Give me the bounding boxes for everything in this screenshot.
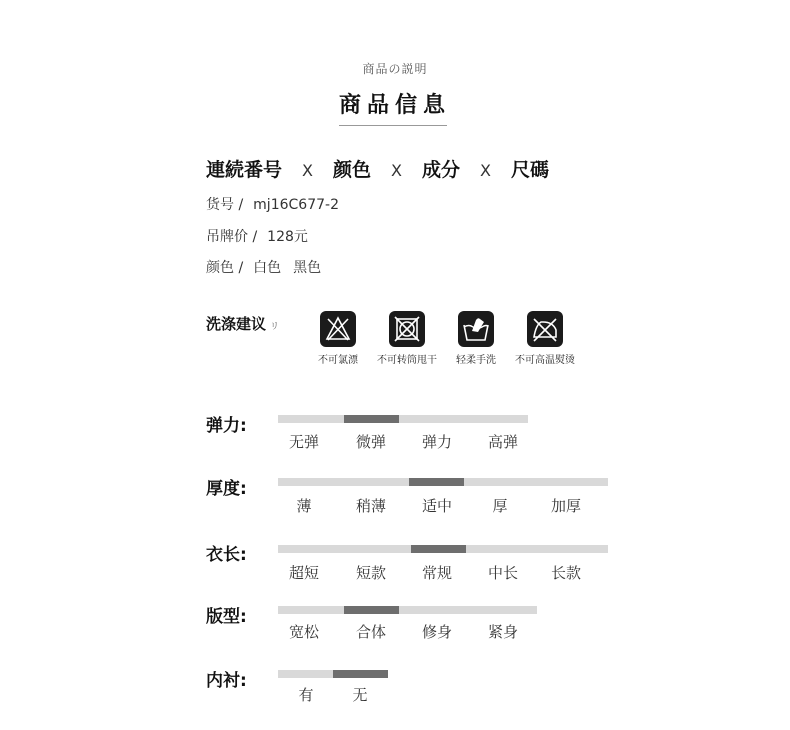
care-item-gentle-hand-wash — [436, 311, 516, 366]
scale-option: 厚 — [492, 497, 508, 515]
scale-track-fit — [278, 606, 537, 614]
separator-x: X — [391, 161, 402, 180]
scale-selected-indicator — [409, 478, 464, 486]
separator-x: X — [302, 161, 313, 180]
scale-option: 适中 — [421, 497, 452, 515]
no-bleach-icon — [320, 311, 356, 347]
attr-serial-number: 連続番号 — [206, 159, 283, 181]
scale-selected-indicator — [411, 545, 466, 553]
scale-label-length: 衣长: — [206, 545, 247, 565]
washing-title — [206, 313, 279, 334]
color-value-black: 黑色 — [293, 260, 322, 276]
scale-option: 宽松 — [288, 623, 319, 641]
scale-option: 薄 — [296, 497, 312, 515]
scale-label-thickness: 厚度: — [206, 479, 247, 499]
scale-selected-indicator — [344, 606, 399, 614]
washing-title-text: 洗涤建议 — [206, 315, 267, 333]
scale-label-elasticity: 弹力: — [206, 416, 247, 436]
item-number-label: 货号 / — [206, 197, 244, 213]
scale-track-thickness — [278, 478, 608, 486]
scale-option: 紧身 — [487, 623, 518, 641]
page-title: 商品信息 — [338, 93, 451, 118]
scale-label-lining: 内衬: — [206, 671, 247, 691]
scale-track-length — [278, 545, 608, 553]
attributes-header — [206, 155, 549, 182]
price-label: 吊牌价 / — [206, 229, 258, 245]
scale-option: 无弹 — [288, 433, 319, 451]
scale-option: 微弹 — [355, 433, 386, 451]
color-row — [206, 257, 321, 277]
separator-x: X — [479, 161, 491, 180]
care-label: 不可氯漂 — [318, 355, 358, 366]
scale-option: 有 — [298, 686, 314, 704]
attr-size: 尺碼 — [510, 159, 549, 181]
item-number-row — [206, 194, 339, 214]
title-divider — [339, 125, 447, 126]
scale-option: 中长 — [487, 564, 518, 582]
care-label: 不可转筒甩干 — [377, 355, 437, 366]
color-value-white: 白色 — [253, 260, 282, 276]
attr-composition: 成分 — [421, 159, 460, 181]
scale-option: 高弹 — [487, 433, 518, 451]
scale-option: 弹力 — [421, 433, 452, 451]
care-item-no-high-temp-iron — [505, 311, 585, 366]
no-high-temp-iron-icon — [527, 311, 563, 347]
scale-option: 短款 — [355, 564, 386, 582]
washing-title-suffix: リ — [270, 322, 280, 332]
scale-option: 常规 — [421, 564, 452, 582]
color-label: 颜色 / — [206, 260, 244, 276]
scale-option: 加厚 — [550, 497, 581, 515]
care-label: 轻柔手洗 — [456, 355, 496, 366]
scale-option: 无 — [352, 686, 368, 704]
care-item-no-tumble-dry — [367, 311, 447, 366]
price-row — [206, 226, 308, 246]
scale-label-fit: 版型: — [206, 607, 247, 627]
scale-track-lining — [278, 670, 388, 678]
scale-option: 长款 — [550, 564, 581, 582]
scale-option: 合体 — [355, 623, 386, 641]
price-value: 128元 — [267, 229, 308, 245]
attr-color: 颜色 — [332, 159, 371, 181]
item-number-value: mj16C677-2 — [253, 197, 339, 213]
scale-selected-indicator — [344, 415, 399, 423]
section-subtitle: 商品の説明 — [362, 62, 428, 76]
scale-selected-indicator — [333, 670, 388, 678]
scale-track-elasticity — [278, 415, 528, 423]
scale-option: 超短 — [288, 564, 319, 582]
scale-option: 修身 — [421, 623, 452, 641]
care-item-no-bleach — [298, 311, 378, 366]
care-label: 不可高温熨烫 — [515, 355, 575, 366]
no-tumble-dry-icon — [389, 311, 425, 347]
scale-option: 稍薄 — [355, 497, 386, 515]
gentle-hand-wash-icon — [458, 311, 494, 347]
